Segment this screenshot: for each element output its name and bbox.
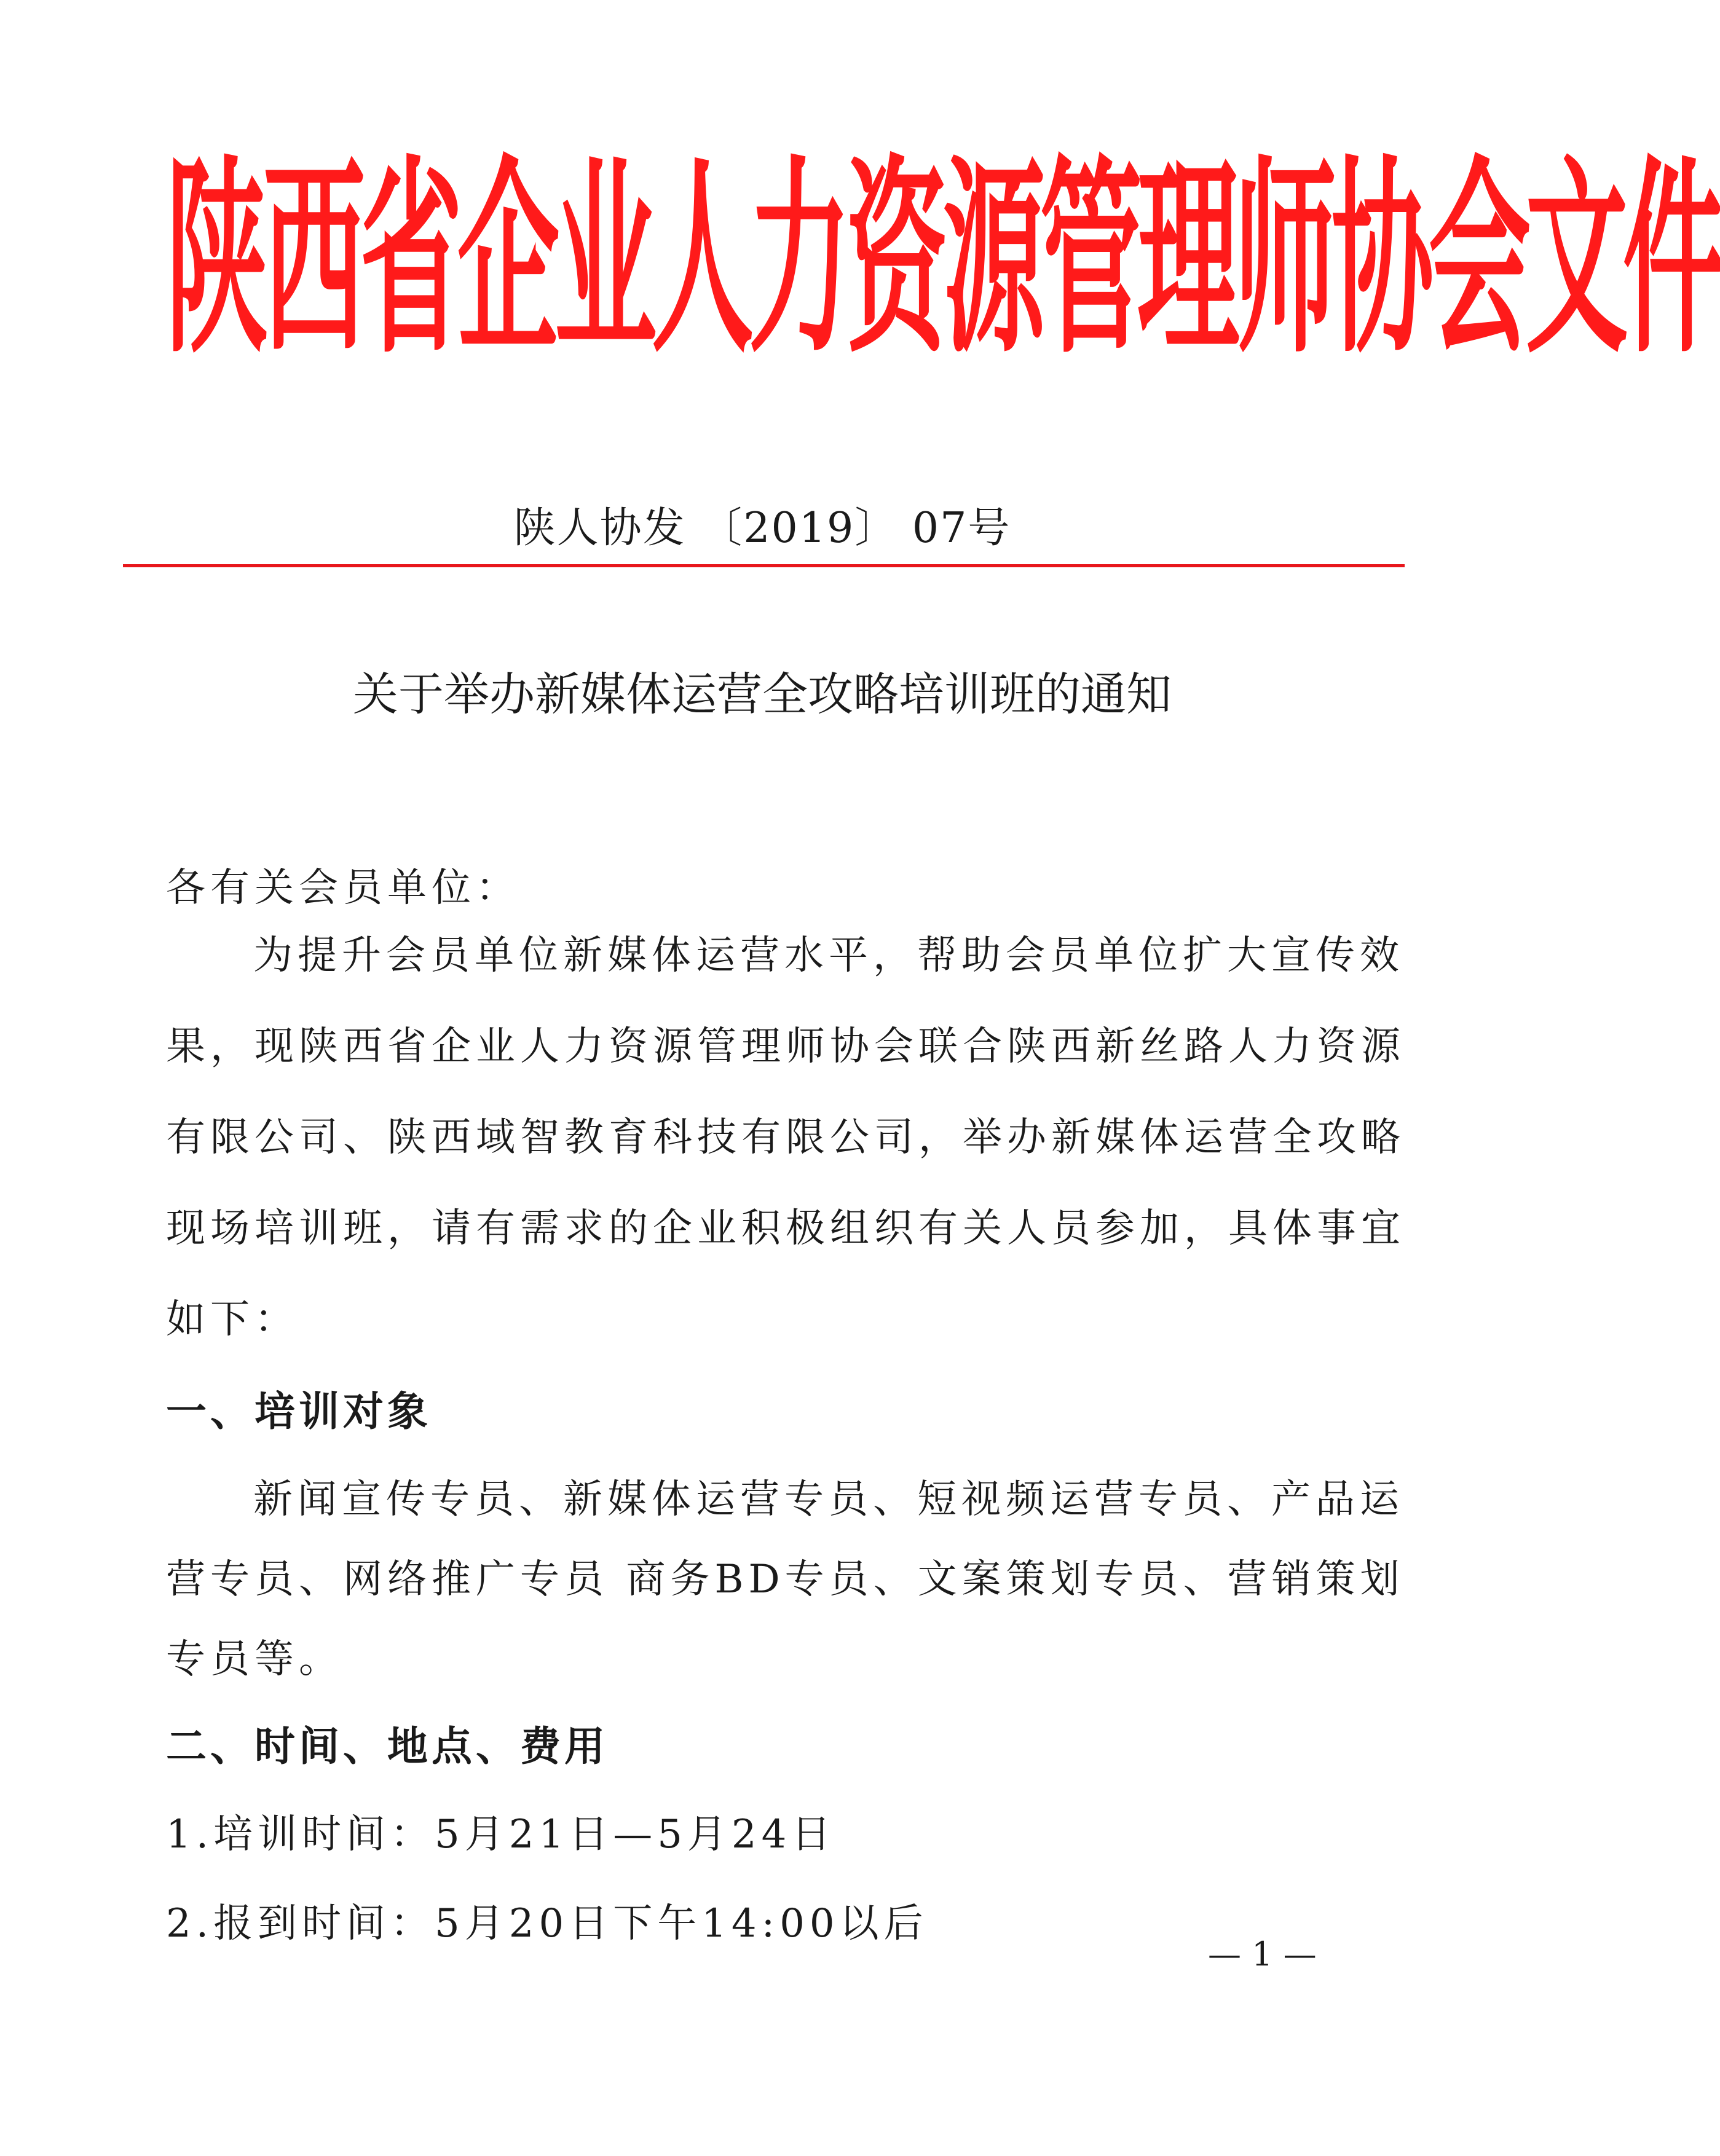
page-number: — 1 —: [1208, 1935, 1317, 1973]
intro-line-3: 有限公司、陕西域智教育科技有限公司，举办新媒体运营全攻略: [166, 1115, 1405, 1160]
document-number: 陕人协发 〔2019〕 07号: [513, 504, 1011, 553]
org-file-title: 陕西省企业人力资源管理师协会文件: [166, 139, 1720, 382]
red-separator-line: [123, 564, 1405, 567]
intro-line-4: 现场培训班，请有需求的企业积极组织有关人员参加，具体事宜: [166, 1206, 1405, 1251]
intro-line-1: 为提升会员单位新媒体运营水平，帮助会员单位扩大宣传效: [253, 933, 1404, 978]
intro-line-5: 如下：: [166, 1297, 299, 1342]
section-1-line-3: 专员等。: [166, 1637, 343, 1682]
section-1-heading: 一、培训对象: [166, 1388, 432, 1435]
section-2-heading: 二、时间、地点、费用: [166, 1723, 609, 1770]
section-1-line-2: 营专员、网络推广专员 商务BD专员、文案策划专员、营销策划: [166, 1557, 1405, 1602]
salutation: 各有关会员单位：: [166, 865, 520, 911]
registration-time: 2.报到时间：5月20日下午14:00以后: [166, 1901, 928, 1946]
training-time: 1.培训时间：5月21日—5月24日: [166, 1812, 836, 1857]
section-1-line-1: 新闻宣传专员、新媒体运营专员、短视频运营专员、产品运: [253, 1477, 1404, 1522]
notice-title: 关于举办新媒体运营全攻略培训班的通知: [353, 668, 1172, 721]
intro-line-2: 果，现陕西省企业人力资源管理师协会联合陕西新丝路人力资源: [166, 1024, 1405, 1069]
